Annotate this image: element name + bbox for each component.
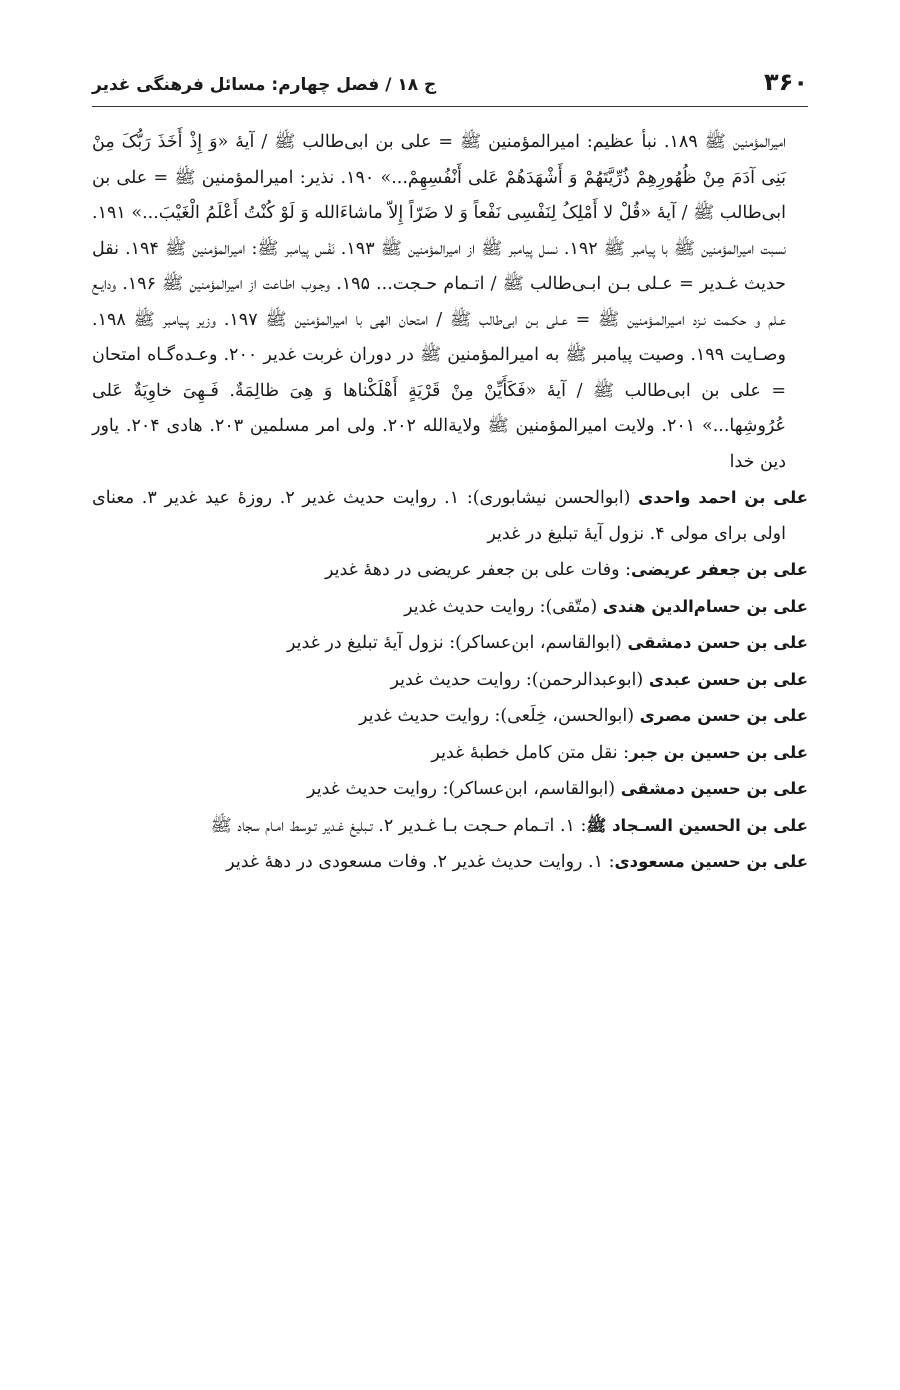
entry-text: : ۱. روایت حدیث غدیر ۲. وفات مسعودی در دههٔ غدیر [226, 852, 615, 872]
entry-text: : ۱. اتـمام حـجت بـا غـدیر ۲. تـبلیغ غـدیر تـوسط امـام سجاد ﷺ [210, 815, 587, 836]
entry-name: علی بن حسن مصری [639, 706, 808, 725]
page-number: ۳۶۰ [764, 68, 808, 96]
entry-ali-ibn-ahmad-wahidi [92, 480, 808, 552]
entry-text: (ابوعبدالرحمن): روایت حدیث غدیر [390, 669, 649, 690]
entry-ali-ibn-hasan-dimashqi [92, 625, 808, 662]
entry-name: علی بن احمد واحدی [638, 488, 809, 507]
entry-text: (ابوالقاسم، ابن‌عساکر): روایت حدیث غدیر [307, 779, 621, 799]
entry-ali-ibn-husayn-masudi [92, 844, 808, 881]
entry-ali-ibn-hasan-abdi [92, 662, 808, 699]
entry-ali-ibn-husayn-ibn-jabr [92, 735, 808, 772]
running-head [92, 60, 808, 104]
entry-text: : وفات علی بن جعفر عریضی در دههٔ غدیر [324, 560, 631, 580]
book-page [92, 60, 808, 881]
entry-name: علی بن حسین مسعودی [614, 852, 808, 871]
entry-text: (ابوالقاسم، ابن‌عساکر): نزول آیهٔ تبلیغ در غدیر [286, 633, 628, 653]
entry-text: (ابوالحسن، خِلَعی): روایت حدیث غدیر [359, 706, 640, 726]
entry-name: علی بن حسین دمشقی [620, 779, 808, 798]
entry-name: علی بن الحسین السـجاد ﷺ [586, 815, 808, 835]
entry-name: علی بن حسن دمشقی [627, 633, 808, 652]
entry-text: (ابوالحسن نیشابوری): ۱. روایت حدیث غدیر ۲. روزهٔ عید غدیر ۳. معنای اولی برای مولی ۴. نزول آیهٔ تبلیغ در غدیر [92, 488, 786, 544]
entry-ali-ibn-jafar-uraydi [92, 552, 808, 589]
entry-name: علی بن حسین بن جبر [629, 742, 808, 762]
entry-ali-ibn-husayn-dimashqi [92, 771, 808, 808]
entry-list [92, 480, 808, 881]
continuation-paragraph: امیرالمؤمنین ﷺ ۱۸۹. نبأ عظیم: امیرالمؤمنین ﷺ = علی بن ابی‌طالب ﷺ / آیهٔ «وَ إِذْ أَخَذَ رَبُّکَ مِنْ بَنِی آدَمَ مِنْ ظُهُورِهِمْ ذُرِّیَّتَهُمْ وَ أَشْهَدَهُمْ عَلی أَنْفُسِهِمْ...» ۱۹۰. نذیر: امیرالمؤمنین ﷺ = علی بن ابی‌طالب ﷺ / آیهٔ «قُلْ لا أَمْلِکُ لِنَفْسِی نَفْعاً وَ لا ضَرّاً إِلاّ ماشاءَالله وَ لَوْ کُنْتُ أَعْلَمُ الْغَیْبَ...» ۱۹۱. نسبت امیرالمؤمنین ﷺ با پیامبر ﷺ ۱۹۲. نسل پیامبر ﷺ از امیرالمؤمنین ﷺ ۱۹۳. نَفْس پیامبر ﷺ: امیرالمؤمنین ﷺ ۱۹۴. نقل حدیث غـدیر = عـلی بـن ابـی‌طالب ﷺ / اتـمام حـجت... ۱۹۵. وجـوب اطـاعت از امیرالمؤمنین ﷺ ۱۹۶. ودایـع عـلم و حکـمت نـزد امـیرالمـؤمنین ﷺ = عـلی بـن ابی‌طالب ﷺ / امتحان الهی با امیرالمؤمنین ﷺ ۱۹۷. وزیر پـیامبر ﷺ ۱۹۸. وصـایت ۱۹۹. وصیت پیامبر ﷺ به امیرالمؤمنین ﷺ در دوران غربت غدیر ۲۰۰. وعـده‌گـاه امتحان = علی بن ابی‌طالب ﷺ / آیهٔ «فَکَأَیِّنْ مِنْ قَرْیَةٍ أَهْلَکْناها وَ هِیَ ظالِمَةٌ. فَـهِیَ خاوِیَةٌ عَلی عُرُوشِها...» ۲۰۱. ولایت امیرالمؤمنین ﷺ ولایة‌الله ۲۰۲. ولی امر مسلمین ۲۰۳. هادی ۲۰۴. یاور دین خدا [92, 132, 787, 472]
entry-ali-ibn-hasan-misri [92, 698, 808, 735]
entry-text: (متّقی): روایت حدیث غدیر [404, 596, 603, 617]
entry-name: علی بن جعفر عریضی [630, 560, 808, 579]
entry-name: علی بن حسام‌الدین هندی [602, 596, 808, 616]
chapter-title: ج ۱۸ / فصل چهارم: مسائل فرهنگی غدیر [92, 75, 437, 95]
entry-ali-ibn-al-husayn-sajjad [92, 808, 808, 845]
entry-ali-ibn-husamuddin-hindi [92, 589, 808, 626]
entry-text: : نقل متن کامل خطبهٔ غدیر [431, 742, 630, 763]
entry-name: علی بن حسن عبدی [648, 669, 808, 689]
